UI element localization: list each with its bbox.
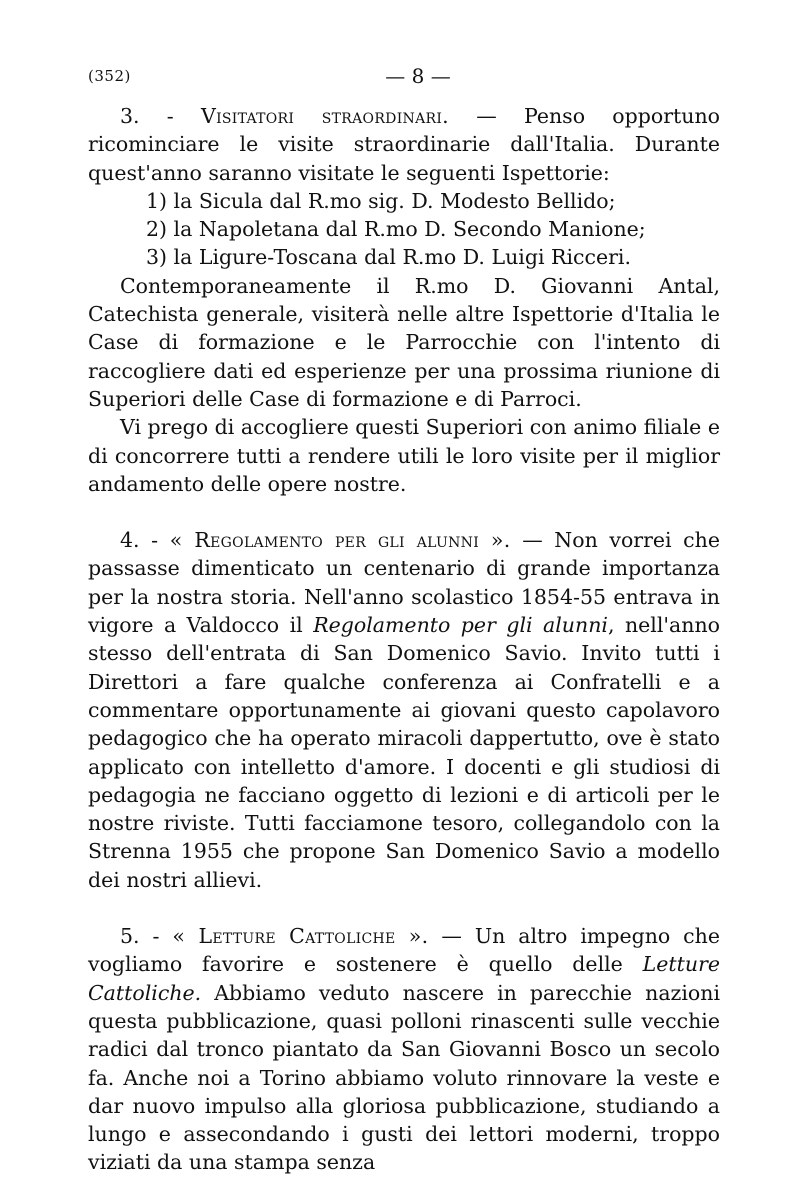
section-4-title: « Regolamento per gli alunni ». [169, 528, 511, 553]
page-header [88, 62, 718, 90]
section-gap [88, 894, 720, 922]
section-3-number: 3. - [120, 104, 201, 128]
section-gap [88, 498, 720, 526]
page-body [88, 102, 720, 1177]
section-4-italic-title: Regolamento per gli alunni [313, 613, 608, 638]
section-3-title: Visitatori straordinari. [200, 104, 449, 128]
section-4-paragraph [88, 526, 720, 894]
section-3-paragraph-2: Contemporaneamente il R.mo D. Giovanni Antal, Catechista generale, visiterà nelle altre Ispettorie d'Italia le Case di formazione e le Parrocchie con l'intento di raccogliere dati ed esperienze per una prossima riunione di Superiori delle Case di formazione e di Parroci. [88, 273, 720, 411]
section-5-number: 5. - [120, 924, 173, 949]
page-number-bracket: (352) [88, 67, 131, 85]
section-3-intro-text: — Penso opportuno ricominciare le visite straordinarie dall'Italia. Durante quest'anno saranno visitate le seguenti Ispettorie: [88, 104, 720, 185]
section-3-item-2: 2) la Napoletana dal R.mo D. Secondo Manione; [146, 217, 646, 242]
section-4-text-a: — Non vorrei che passasse dimenticato un centenario di grande importanza per la nostra storia. Nell'anno scolastico 1854-55 entrava in vigore a Valdocco il [88, 528, 720, 638]
section-3-paragraph-3: Vi prego di accogliere questi Superiori con animo filiale e di concorrere tutti a rendere utili le loro visite per il miglior andamento delle opere nostre. [88, 415, 720, 496]
page-folio: — 8 — [385, 64, 451, 88]
section-3-intro [88, 102, 720, 187]
section-5-italic-title: Letture Cattoliche. [88, 952, 720, 1005]
section-4-text-b: , nell'anno stesso dell'entrata di San Domenico Savio. Invito tutti i Direttori a fare qualche conferenza ai Confratelli e a commentare opportunamente ai giovani questo capolavoro pedagogico che ha operato miracoli dappertutto, ove è stato applicato con intelletto d'amore. I docenti e gli studiosi di pedagogia ne facciano oggetto di lezioni e di articoli per le nostre riviste. Tutti facciamone tesoro, collegandolo con la Strenna 1955 che propone San Domenico Savio a modello dei nostri allievi. [88, 613, 720, 892]
section-4-number: 4. - [120, 528, 170, 553]
section-5-paragraph [88, 922, 720, 1177]
section-3-item-1: 1) la Sicula dal R.mo sig. D. Modesto Bellido; [146, 188, 616, 213]
section-5-title: « Letture Cattoliche ». [172, 924, 429, 949]
section-5-text-a: — Un altro impegno che vogliamo favorire e sostenere è quello delle [88, 924, 720, 977]
section-5-text-b: Abbiamo veduto nascere in parecchie nazioni questa pubblicazione, quasi polloni rinascenti sulle vecchie radici dal tronco piantato da San Giovanni Bosco un secolo fa. Anche noi a Torino abbiamo voluto rinnovare la veste e dar nuovo impulso alla gloriosa pubblicazione, studiando a lungo e assecondando i gusti dei lettori moderni, troppo viziati da una stampa senza [88, 980, 720, 1175]
section-3-item-3: 3) la Ligure-Toscana dal R.mo D. Luigi Ricceri. [146, 245, 631, 270]
